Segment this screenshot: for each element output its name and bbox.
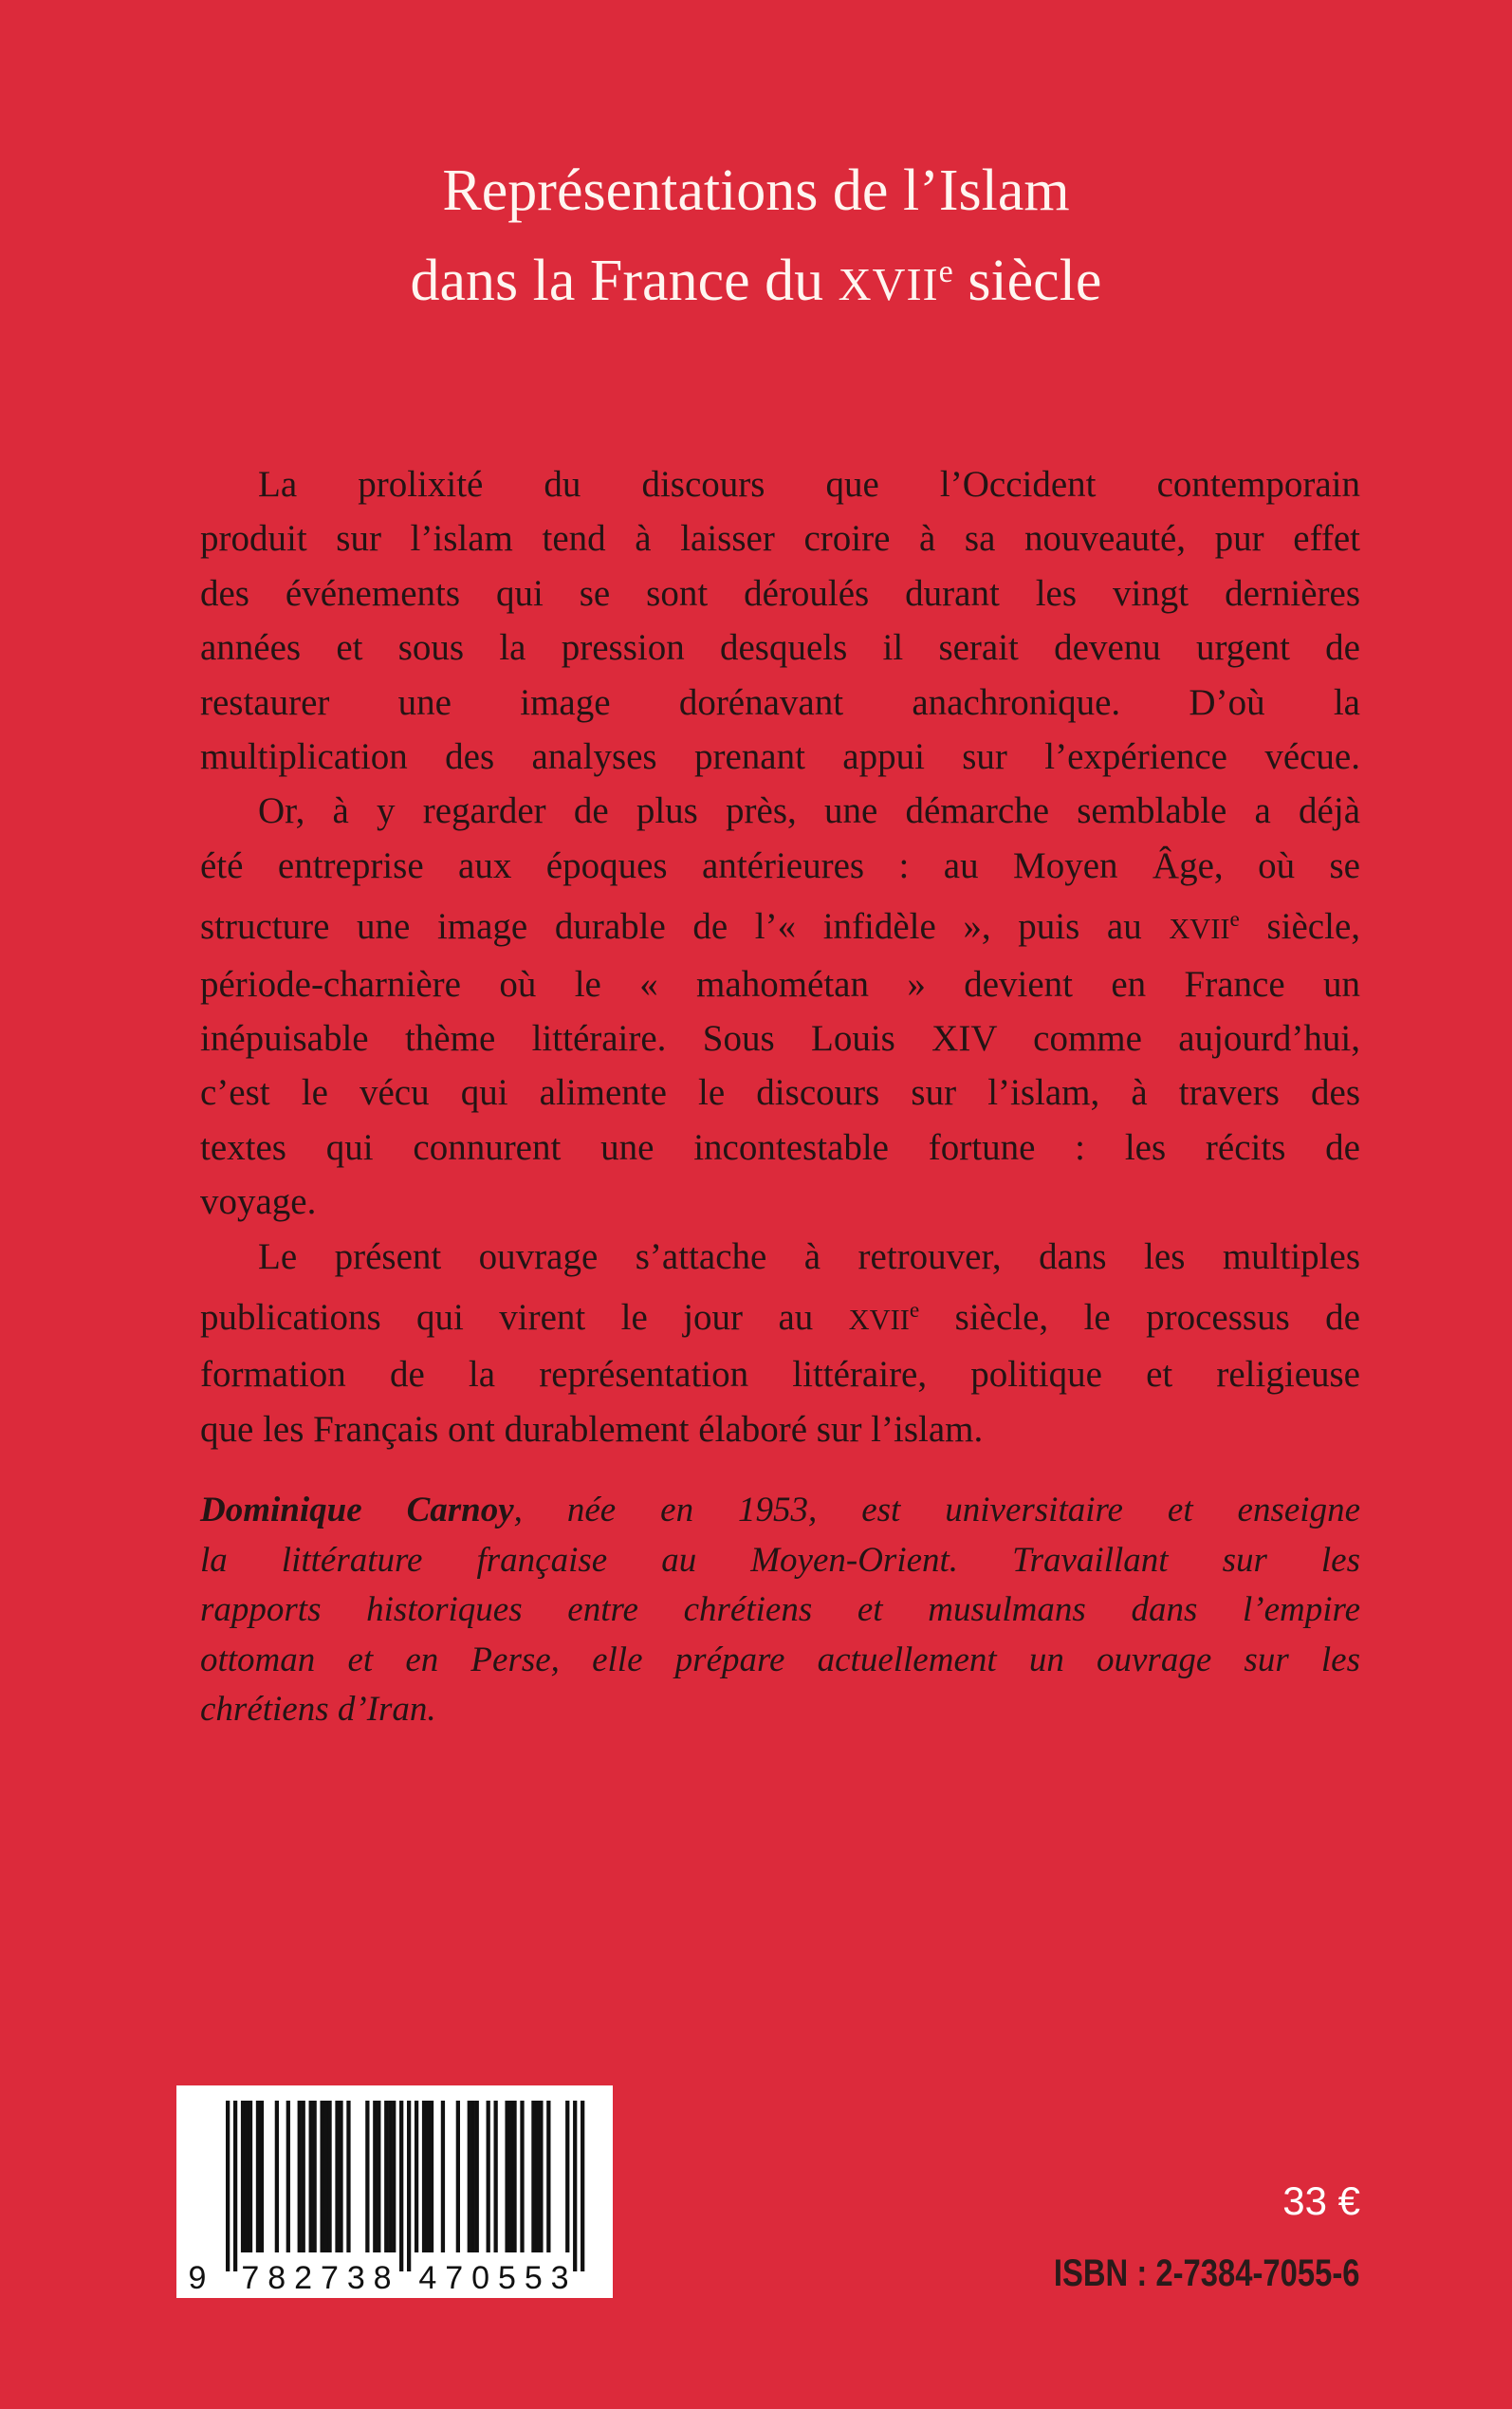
text-line bbox=[200, 784, 1360, 838]
barcode-bar bbox=[256, 2101, 260, 2252]
text-line bbox=[200, 730, 1360, 784]
text-segment: XVII bbox=[1169, 913, 1230, 946]
text-line bbox=[200, 893, 1360, 956]
barcode bbox=[176, 2085, 613, 2298]
barcode-bar bbox=[313, 2101, 317, 2252]
barcode-digit: 0 bbox=[471, 2260, 490, 2296]
text-line bbox=[200, 1402, 1360, 1456]
barcode-digit: 5 bbox=[524, 2260, 543, 2296]
text-segment: XVII bbox=[848, 1303, 910, 1336]
text-segment: publications qui virent le jour au bbox=[200, 1296, 849, 1338]
title-text: siècle bbox=[952, 248, 1102, 313]
barcode-bars bbox=[176, 2085, 613, 2298]
title-line-2 bbox=[0, 232, 1512, 326]
barcode-bar bbox=[415, 2101, 418, 2252]
text-line bbox=[200, 1585, 1360, 1636]
title-century-suffix: e bbox=[938, 254, 953, 289]
barcode-bar bbox=[546, 2101, 550, 2252]
barcode-bar bbox=[339, 2101, 342, 2252]
barcode-bar bbox=[426, 2101, 430, 2252]
text-segment: La prolixité du discours que l’Occident contemporain bbox=[258, 464, 1360, 505]
text-line bbox=[200, 957, 1360, 1011]
text-segment: multiplication des analyses prenant appui sur l’expérience vécue. bbox=[200, 736, 1360, 778]
text-segment: que les Français ont durablement élaboré sur l’islam. bbox=[200, 1408, 984, 1450]
text-segment: période-charnière où le « mahométan » devient en France un bbox=[200, 963, 1360, 1005]
title-line-1: Représentations de l’Islam bbox=[442, 158, 1070, 223]
text-segment: Dominique Carnoy bbox=[200, 1491, 514, 1529]
barcode-bar bbox=[468, 2101, 471, 2252]
text-line bbox=[200, 1636, 1360, 1686]
barcode-bar bbox=[535, 2101, 539, 2252]
text-line bbox=[200, 1486, 1360, 1536]
text-segment: siècle, le processus de bbox=[919, 1296, 1360, 1338]
text-segment: Or, à y regarder de plus près, une démarche semblable a déjà bbox=[258, 790, 1360, 832]
text-segment: structure une image durable de l’« infidèle », puis au bbox=[200, 906, 1170, 948]
barcode-bar bbox=[388, 2101, 392, 2252]
text-line bbox=[200, 1347, 1360, 1401]
text-segment: années et sous la pression desquels il serait devenu urgent de bbox=[200, 627, 1360, 669]
barcode-bar bbox=[335, 2101, 339, 2252]
barcode-bar bbox=[430, 2101, 433, 2252]
barcode-bar bbox=[327, 2101, 331, 2252]
barcode-bar bbox=[505, 2101, 508, 2252]
text-segment: été entreprise aux époques antérieures : au Moyen Âge, où se bbox=[200, 844, 1360, 886]
text-line bbox=[200, 1066, 1360, 1120]
text-segment: chrétiens d’Iran. bbox=[200, 1690, 436, 1730]
text-segment: e bbox=[909, 1297, 920, 1323]
blurb-text bbox=[200, 457, 1360, 1456]
barcode-bar bbox=[399, 2101, 403, 2271]
barcode-bar bbox=[407, 2101, 411, 2271]
text-segment: rapports historiques entre chrétiens et musulmans dans l’empire bbox=[200, 1590, 1360, 1630]
text-segment: c’est le vécu qui alimente le discours sur l’islam, à travers des bbox=[200, 1072, 1360, 1114]
text-line bbox=[200, 1685, 1360, 1735]
isbn: ISBN : 2-7384-7055-6 bbox=[1054, 2252, 1360, 2294]
barcode-digit: 3 bbox=[346, 2260, 365, 2296]
text-segment: , née en 1953, est universitaire et enseigne bbox=[513, 1491, 1361, 1529]
title-century: XVII bbox=[838, 259, 939, 310]
barcode-bar bbox=[323, 2101, 327, 2252]
barcode-bar bbox=[226, 2101, 230, 2271]
barcode-digit: 7 bbox=[320, 2260, 339, 2296]
text-segment: produit sur l’islam tend à laisser croire à sa nouveauté, pur effet bbox=[200, 518, 1360, 560]
barcode-bar bbox=[233, 2101, 237, 2271]
text-segment: voyage. bbox=[200, 1181, 317, 1223]
text-line bbox=[200, 1175, 1360, 1229]
text-line bbox=[200, 839, 1360, 893]
barcode-bar bbox=[320, 2101, 323, 2252]
barcode-bar bbox=[475, 2101, 479, 2252]
barcode-bar bbox=[422, 2101, 426, 2252]
barcode-bar bbox=[309, 2101, 313, 2252]
barcode-digit: 7 bbox=[445, 2260, 464, 2296]
text-line bbox=[200, 566, 1360, 621]
barcode-bar bbox=[260, 2101, 264, 2252]
barcode-bar bbox=[581, 2101, 584, 2271]
barcode-bar bbox=[471, 2101, 475, 2252]
text-segment: formation de la représentation littéraire, politique et religieuse bbox=[200, 1354, 1360, 1396]
author-bio bbox=[200, 1486, 1360, 1735]
text-line bbox=[200, 676, 1360, 730]
text-segment: inépuisable thème littéraire. Sous Louis XIV comme aujourd’hui, bbox=[200, 1017, 1360, 1059]
text-line bbox=[200, 1011, 1360, 1066]
book-title bbox=[0, 150, 1512, 326]
barcode-bar bbox=[245, 2101, 249, 2252]
text-segment: ottoman et en Perse, elle prépare actuellement un ouvrage sur les bbox=[200, 1640, 1360, 1679]
barcode-bar bbox=[249, 2101, 252, 2252]
text-segment: restaurer une image dorénavant anachronique. D’où la bbox=[200, 681, 1360, 723]
barcode-digit: 7 bbox=[241, 2260, 260, 2296]
barcode-bar bbox=[373, 2101, 377, 2252]
barcode-digit: 4 bbox=[418, 2260, 437, 2296]
barcode-digit: 2 bbox=[294, 2260, 313, 2296]
barcode-bar bbox=[365, 2101, 369, 2252]
text-segment: la littérature française au Moyen-Orient. Travaillant sur les bbox=[200, 1540, 1360, 1580]
text-line bbox=[200, 1536, 1360, 1586]
barcode-bar bbox=[531, 2101, 535, 2252]
price: 33 € bbox=[1282, 2178, 1360, 2223]
barcode-bar bbox=[456, 2101, 460, 2252]
barcode-bar bbox=[512, 2101, 516, 2252]
barcode-bar bbox=[441, 2101, 445, 2252]
barcode-bar bbox=[565, 2101, 569, 2252]
barcode-bar bbox=[539, 2101, 543, 2252]
barcode-bar bbox=[384, 2101, 388, 2252]
text-segment: siècle, bbox=[1239, 906, 1361, 948]
barcode-bar bbox=[508, 2101, 512, 2252]
barcode-digit: 9 bbox=[188, 2260, 207, 2296]
text-line bbox=[200, 1230, 1360, 1284]
barcode-bar bbox=[392, 2101, 396, 2252]
text-segment: des événements qui se sont déroulés durant les vingt dernières bbox=[200, 572, 1360, 614]
barcode-bar bbox=[494, 2101, 498, 2252]
barcode-bar bbox=[573, 2101, 577, 2271]
text-line bbox=[200, 621, 1360, 675]
barcode-bar bbox=[275, 2101, 279, 2252]
title-text: dans la France du bbox=[410, 248, 839, 313]
text-segment: textes qui connurent une incontestable fortune : les récits de bbox=[200, 1126, 1360, 1168]
barcode-digit: 8 bbox=[373, 2260, 392, 2296]
text-line bbox=[200, 511, 1360, 565]
barcode-bar bbox=[298, 2101, 302, 2252]
text-line bbox=[200, 1121, 1360, 1175]
barcode-bar bbox=[487, 2101, 490, 2252]
barcode-bar bbox=[241, 2101, 245, 2252]
barcode-digit: 5 bbox=[497, 2260, 516, 2296]
barcode-bar bbox=[346, 2101, 350, 2252]
text-segment: Le présent ouvrage s’attache à retrouver, dans les multiples bbox=[258, 1235, 1360, 1277]
barcode-bar bbox=[286, 2101, 290, 2252]
text-line bbox=[200, 1284, 1360, 1347]
text-segment: e bbox=[1229, 907, 1240, 933]
barcode-digit: 3 bbox=[550, 2260, 569, 2296]
barcode-bar bbox=[302, 2101, 305, 2252]
text-line bbox=[200, 457, 1360, 511]
barcode-bar bbox=[377, 2101, 380, 2252]
barcode-bar bbox=[520, 2101, 524, 2252]
barcode-digit: 8 bbox=[267, 2260, 286, 2296]
